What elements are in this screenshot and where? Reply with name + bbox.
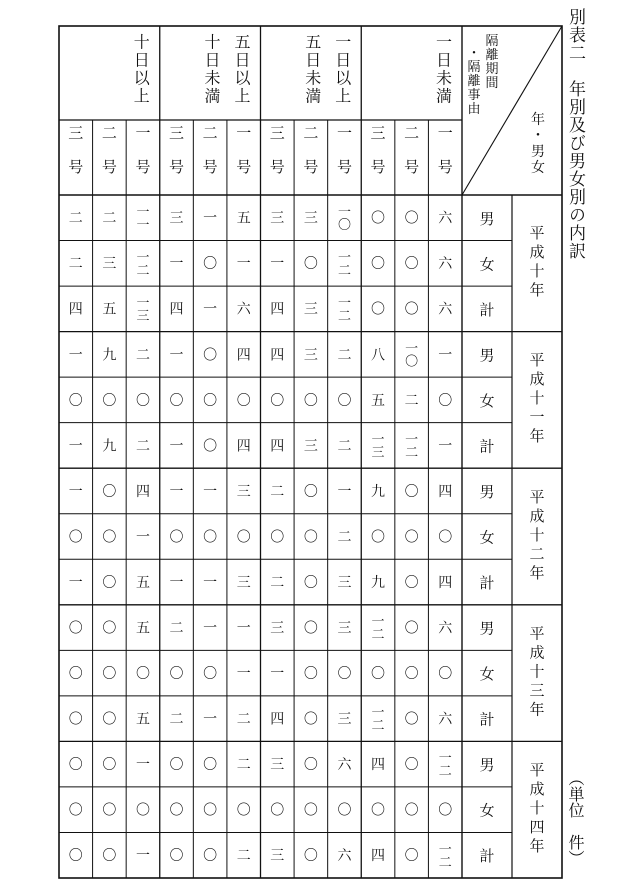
data-cell: 〇	[404, 711, 419, 728]
data-cell: 〇	[203, 757, 218, 774]
data-cell: 六	[337, 757, 352, 774]
data-cell: 二	[270, 483, 285, 500]
data-cell: 四	[371, 757, 386, 774]
year-label: 平成十二年	[529, 487, 545, 582]
data-cell: 〇	[303, 802, 318, 819]
data-cell: 一	[203, 483, 218, 500]
data-cell: 三	[169, 210, 184, 227]
data-cell: 〇	[203, 347, 218, 364]
data-cell: 三	[337, 711, 352, 728]
data-cell: 一	[135, 848, 150, 865]
sub-header: 一号	[437, 123, 453, 176]
data-cell: 二	[270, 574, 285, 591]
data-cell: 六	[236, 301, 251, 318]
group-header-2-line2: 五日未満	[305, 32, 322, 106]
data-cell: 〇	[102, 574, 117, 591]
unit-note: （単位 件）	[566, 770, 585, 866]
data-cell: 〇	[236, 392, 251, 409]
gender-label: 計	[479, 710, 495, 729]
data-cell: 一	[68, 438, 83, 455]
year-label: 平成十一年	[529, 351, 545, 446]
data-cell: 六	[438, 301, 453, 318]
data-cell: 〇	[102, 848, 117, 865]
data-cell: 一二	[371, 705, 385, 734]
data-cell: 〇	[438, 529, 453, 546]
data-cell: 一	[236, 666, 251, 682]
data-cell: 〇	[303, 666, 318, 682]
data-cell: 〇	[236, 802, 251, 819]
data-cell: 〇	[270, 802, 285, 819]
data-cell: 〇	[438, 802, 453, 819]
data-cell: 三	[337, 620, 352, 637]
group-header-3-line1: 五日以上	[234, 32, 251, 106]
data-cell: 四	[236, 438, 251, 455]
data-cell: 〇	[438, 392, 453, 409]
year-label: 平成十四年	[529, 760, 545, 855]
data-cell: 九	[371, 483, 386, 500]
data-cell: 一	[270, 256, 285, 273]
year-label: 平成十三年	[529, 624, 545, 719]
data-cell: 一三	[136, 295, 150, 324]
data-cell: 四	[270, 711, 285, 728]
sub-header: 三号	[269, 123, 285, 176]
data-cell: 四	[270, 438, 285, 455]
data-cell: 〇	[337, 392, 352, 409]
table-title: 別表二 年別及び男女別の内訳	[565, 8, 585, 260]
data-cell: 一一	[136, 204, 150, 233]
data-cell: 一	[438, 347, 453, 364]
gender-label: 女	[479, 665, 495, 684]
data-cell: 三	[236, 483, 251, 500]
data-cell: 一	[236, 620, 251, 637]
data-cell: 〇	[371, 301, 386, 318]
data-cell: 〇	[68, 711, 83, 728]
gender-label: 男	[479, 756, 495, 775]
data-cell: 一〇	[405, 341, 419, 370]
data-cell: 〇	[371, 802, 386, 819]
data-cell: 三	[270, 620, 285, 637]
data-cell: 六	[438, 256, 453, 273]
data-cell: 〇	[303, 757, 318, 774]
data-cell: 〇	[102, 392, 117, 409]
data-cell: 九	[102, 438, 117, 455]
data-cell: 〇	[404, 848, 419, 865]
data-cell: 二	[102, 210, 117, 227]
data-cell: 〇	[68, 757, 83, 774]
data-cell: 〇	[169, 757, 184, 774]
gender-label: 女	[479, 528, 495, 547]
data-cell: 〇	[303, 392, 318, 409]
data-cell: 〇	[102, 620, 117, 637]
data-cell: 〇	[371, 666, 386, 682]
data-cell: 三	[236, 574, 251, 591]
corner-label-reason: ・隔離事由	[467, 46, 481, 118]
data-cell: 五	[371, 392, 386, 409]
data-cell: 三	[102, 256, 117, 273]
data-cell: 六	[438, 620, 453, 637]
data-cell: 一	[337, 483, 352, 500]
data-cell: 〇	[68, 392, 83, 409]
data-cell: 一	[438, 438, 453, 455]
data-cell: 〇	[270, 529, 285, 546]
data-cell: 四	[270, 301, 285, 318]
data-cell: 二	[337, 438, 352, 455]
data-cell: 〇	[438, 666, 453, 682]
data-cell: 二	[236, 711, 251, 728]
data-cell: 四	[371, 848, 386, 865]
data-cell: 〇	[303, 620, 318, 637]
data-cell: 〇	[169, 802, 184, 819]
gender-label: 計	[479, 847, 495, 866]
gender-label: 計	[479, 437, 495, 456]
data-cell: 〇	[203, 438, 218, 455]
data-cell: 五	[135, 574, 150, 591]
sub-header: 三号	[68, 123, 84, 176]
data-cell: 一	[68, 574, 83, 591]
sub-header: 二号	[404, 123, 420, 176]
year-label: 平成十年	[529, 224, 545, 300]
data-cell: 二	[68, 256, 83, 273]
data-cell: 〇	[68, 666, 83, 682]
gender-label: 男	[479, 209, 495, 228]
data-cell: 〇	[102, 666, 117, 682]
data-cell: 〇	[135, 392, 150, 409]
data-cell: 〇	[303, 848, 318, 865]
data-cell: 九	[102, 347, 117, 364]
data-cell: 一	[169, 438, 184, 455]
data-cell: 〇	[169, 392, 184, 409]
data-cell: 六	[337, 848, 352, 865]
data-cell: 〇	[102, 529, 117, 546]
gender-label: 男	[479, 619, 495, 638]
data-cell: 一二	[371, 614, 385, 643]
data-cell: 〇	[203, 529, 218, 546]
gender-label: 女	[479, 391, 495, 410]
data-cell: 一二	[405, 432, 419, 461]
data-cell: 〇	[303, 711, 318, 728]
data-cell: 〇	[203, 802, 218, 819]
data-cell: 一	[203, 301, 218, 318]
data-cell: 四	[438, 574, 453, 591]
data-cell: 二	[169, 620, 184, 637]
data-cell: 二	[68, 210, 83, 227]
group-header-3-line2: 十日未満	[204, 32, 221, 106]
data-cell: 〇	[236, 529, 251, 546]
data-cell: 〇	[169, 666, 184, 682]
data-cell: 〇	[203, 666, 218, 682]
gender-label: 計	[479, 574, 495, 593]
sub-header: 二号	[101, 123, 117, 176]
data-cell: 〇	[404, 620, 419, 637]
data-cell: 〇	[135, 802, 150, 819]
data-cell: 〇	[203, 848, 218, 865]
data-cell: 一三	[371, 432, 385, 461]
data-cell: 〇	[303, 574, 318, 591]
data-cell: 一	[203, 574, 218, 591]
data-cell: 一	[236, 256, 251, 273]
data-cell: 一	[203, 620, 218, 637]
data-cell: 〇	[303, 529, 318, 546]
data-cell: 一	[169, 574, 184, 591]
corner-label-period: 隔離期間	[485, 34, 499, 92]
data-cell: 〇	[404, 802, 419, 819]
data-cell: 一二	[438, 842, 452, 871]
data-cell: 〇	[404, 210, 419, 227]
data-cell: 〇	[404, 529, 419, 546]
data-cell: 〇	[371, 210, 386, 227]
data-cell: 〇	[68, 802, 83, 819]
data-cell: 六	[438, 210, 453, 227]
data-cell: 一	[68, 347, 83, 364]
data-cell: 三	[303, 347, 318, 364]
data-cell: 三	[303, 438, 318, 455]
group-header-4: 十日以上	[133, 32, 150, 106]
group-header-1: 一日未満	[435, 32, 453, 106]
data-cell: 二	[236, 757, 251, 774]
data-cell: 〇	[303, 483, 318, 500]
sub-header: 三号	[370, 123, 386, 176]
data-cell: 三	[270, 210, 285, 227]
data-cell: 〇	[303, 256, 318, 273]
data-cell: 一	[169, 256, 184, 273]
data-cell: 一〇	[337, 204, 351, 233]
data-cell: 四	[236, 347, 251, 364]
data-cell: 〇	[404, 256, 419, 273]
data-cell: 三	[303, 210, 318, 227]
data-cell: 九	[371, 574, 386, 591]
data-cell: 五	[236, 210, 251, 227]
data-cell: 二	[236, 848, 251, 865]
data-cell: 〇	[203, 392, 218, 409]
gender-label: 女	[479, 255, 495, 274]
data-cell: 〇	[404, 574, 419, 591]
data-cell: 三	[337, 574, 352, 591]
data-cell: 一	[68, 483, 83, 500]
data-cell: 〇	[404, 757, 419, 774]
data-cell: 一	[270, 666, 285, 682]
data-cell: 二	[337, 347, 352, 364]
data-cell: 〇	[337, 666, 352, 682]
sub-header: 一号	[135, 123, 151, 176]
corner-label-year-gender: 年・男女	[531, 111, 545, 176]
data-cell: 五	[135, 620, 150, 637]
data-cell: 四	[68, 301, 83, 318]
data-cell: 〇	[404, 483, 419, 500]
sub-header: 一号	[236, 123, 252, 176]
data-cell: 一二	[337, 295, 351, 324]
data-cell: 二	[135, 347, 150, 364]
data-cell: 〇	[135, 666, 150, 682]
data-cell: 五	[135, 711, 150, 728]
sub-header: 二号	[303, 123, 319, 176]
data-cell: 一	[169, 483, 184, 500]
data-cell: 一二	[337, 250, 351, 279]
sub-header: 三号	[169, 123, 185, 176]
data-cell: 〇	[102, 711, 117, 728]
data-cell: 〇	[337, 802, 352, 819]
sub-header: 二号	[202, 123, 218, 176]
data-cell: 〇	[68, 848, 83, 865]
data-cell: 四	[438, 483, 453, 500]
data-cell: 四	[169, 301, 184, 318]
data-cell: 一	[203, 711, 218, 728]
gender-label: 男	[479, 346, 495, 365]
data-cell: 〇	[102, 802, 117, 819]
data-cell: 二	[337, 529, 352, 546]
data-cell: 〇	[270, 392, 285, 409]
data-cell: 一	[169, 347, 184, 364]
data-cell: 四	[135, 483, 150, 500]
gender-label: 男	[479, 482, 495, 501]
data-cell: 〇	[68, 620, 83, 637]
data-cell: 〇	[102, 757, 117, 774]
data-cell: 〇	[169, 848, 184, 865]
data-cell: 〇	[404, 301, 419, 318]
data-cell: 三	[270, 757, 285, 774]
gender-label: 計	[479, 300, 495, 319]
data-cell: 〇	[371, 256, 386, 273]
data-cell: 四	[270, 347, 285, 364]
data-cell: 一	[203, 210, 218, 227]
data-cell: 一二	[438, 751, 452, 780]
data-cell: 八	[371, 347, 386, 364]
data-cell: 三	[303, 301, 318, 318]
data-cell: 〇	[68, 529, 83, 546]
data-cell: 〇	[102, 483, 117, 500]
data-cell: 三	[270, 848, 285, 865]
gender-label: 女	[479, 801, 495, 820]
data-cell: 一	[135, 529, 150, 546]
data-cell: 二	[169, 711, 184, 728]
data-cell: 一	[135, 757, 150, 774]
data-cell: 五	[102, 301, 117, 318]
data-cell: 二	[135, 438, 150, 455]
data-cell: 〇	[404, 666, 419, 682]
data-cell: 六	[438, 711, 453, 728]
data-cell: 〇	[203, 256, 218, 273]
data-cell: 〇	[371, 529, 386, 546]
group-header-2-line1: 一日以上	[335, 32, 352, 106]
data-cell: 〇	[169, 529, 184, 546]
sub-header: 一号	[336, 123, 352, 176]
data-cell: 二	[404, 392, 419, 409]
data-cell: 一二	[136, 250, 150, 279]
